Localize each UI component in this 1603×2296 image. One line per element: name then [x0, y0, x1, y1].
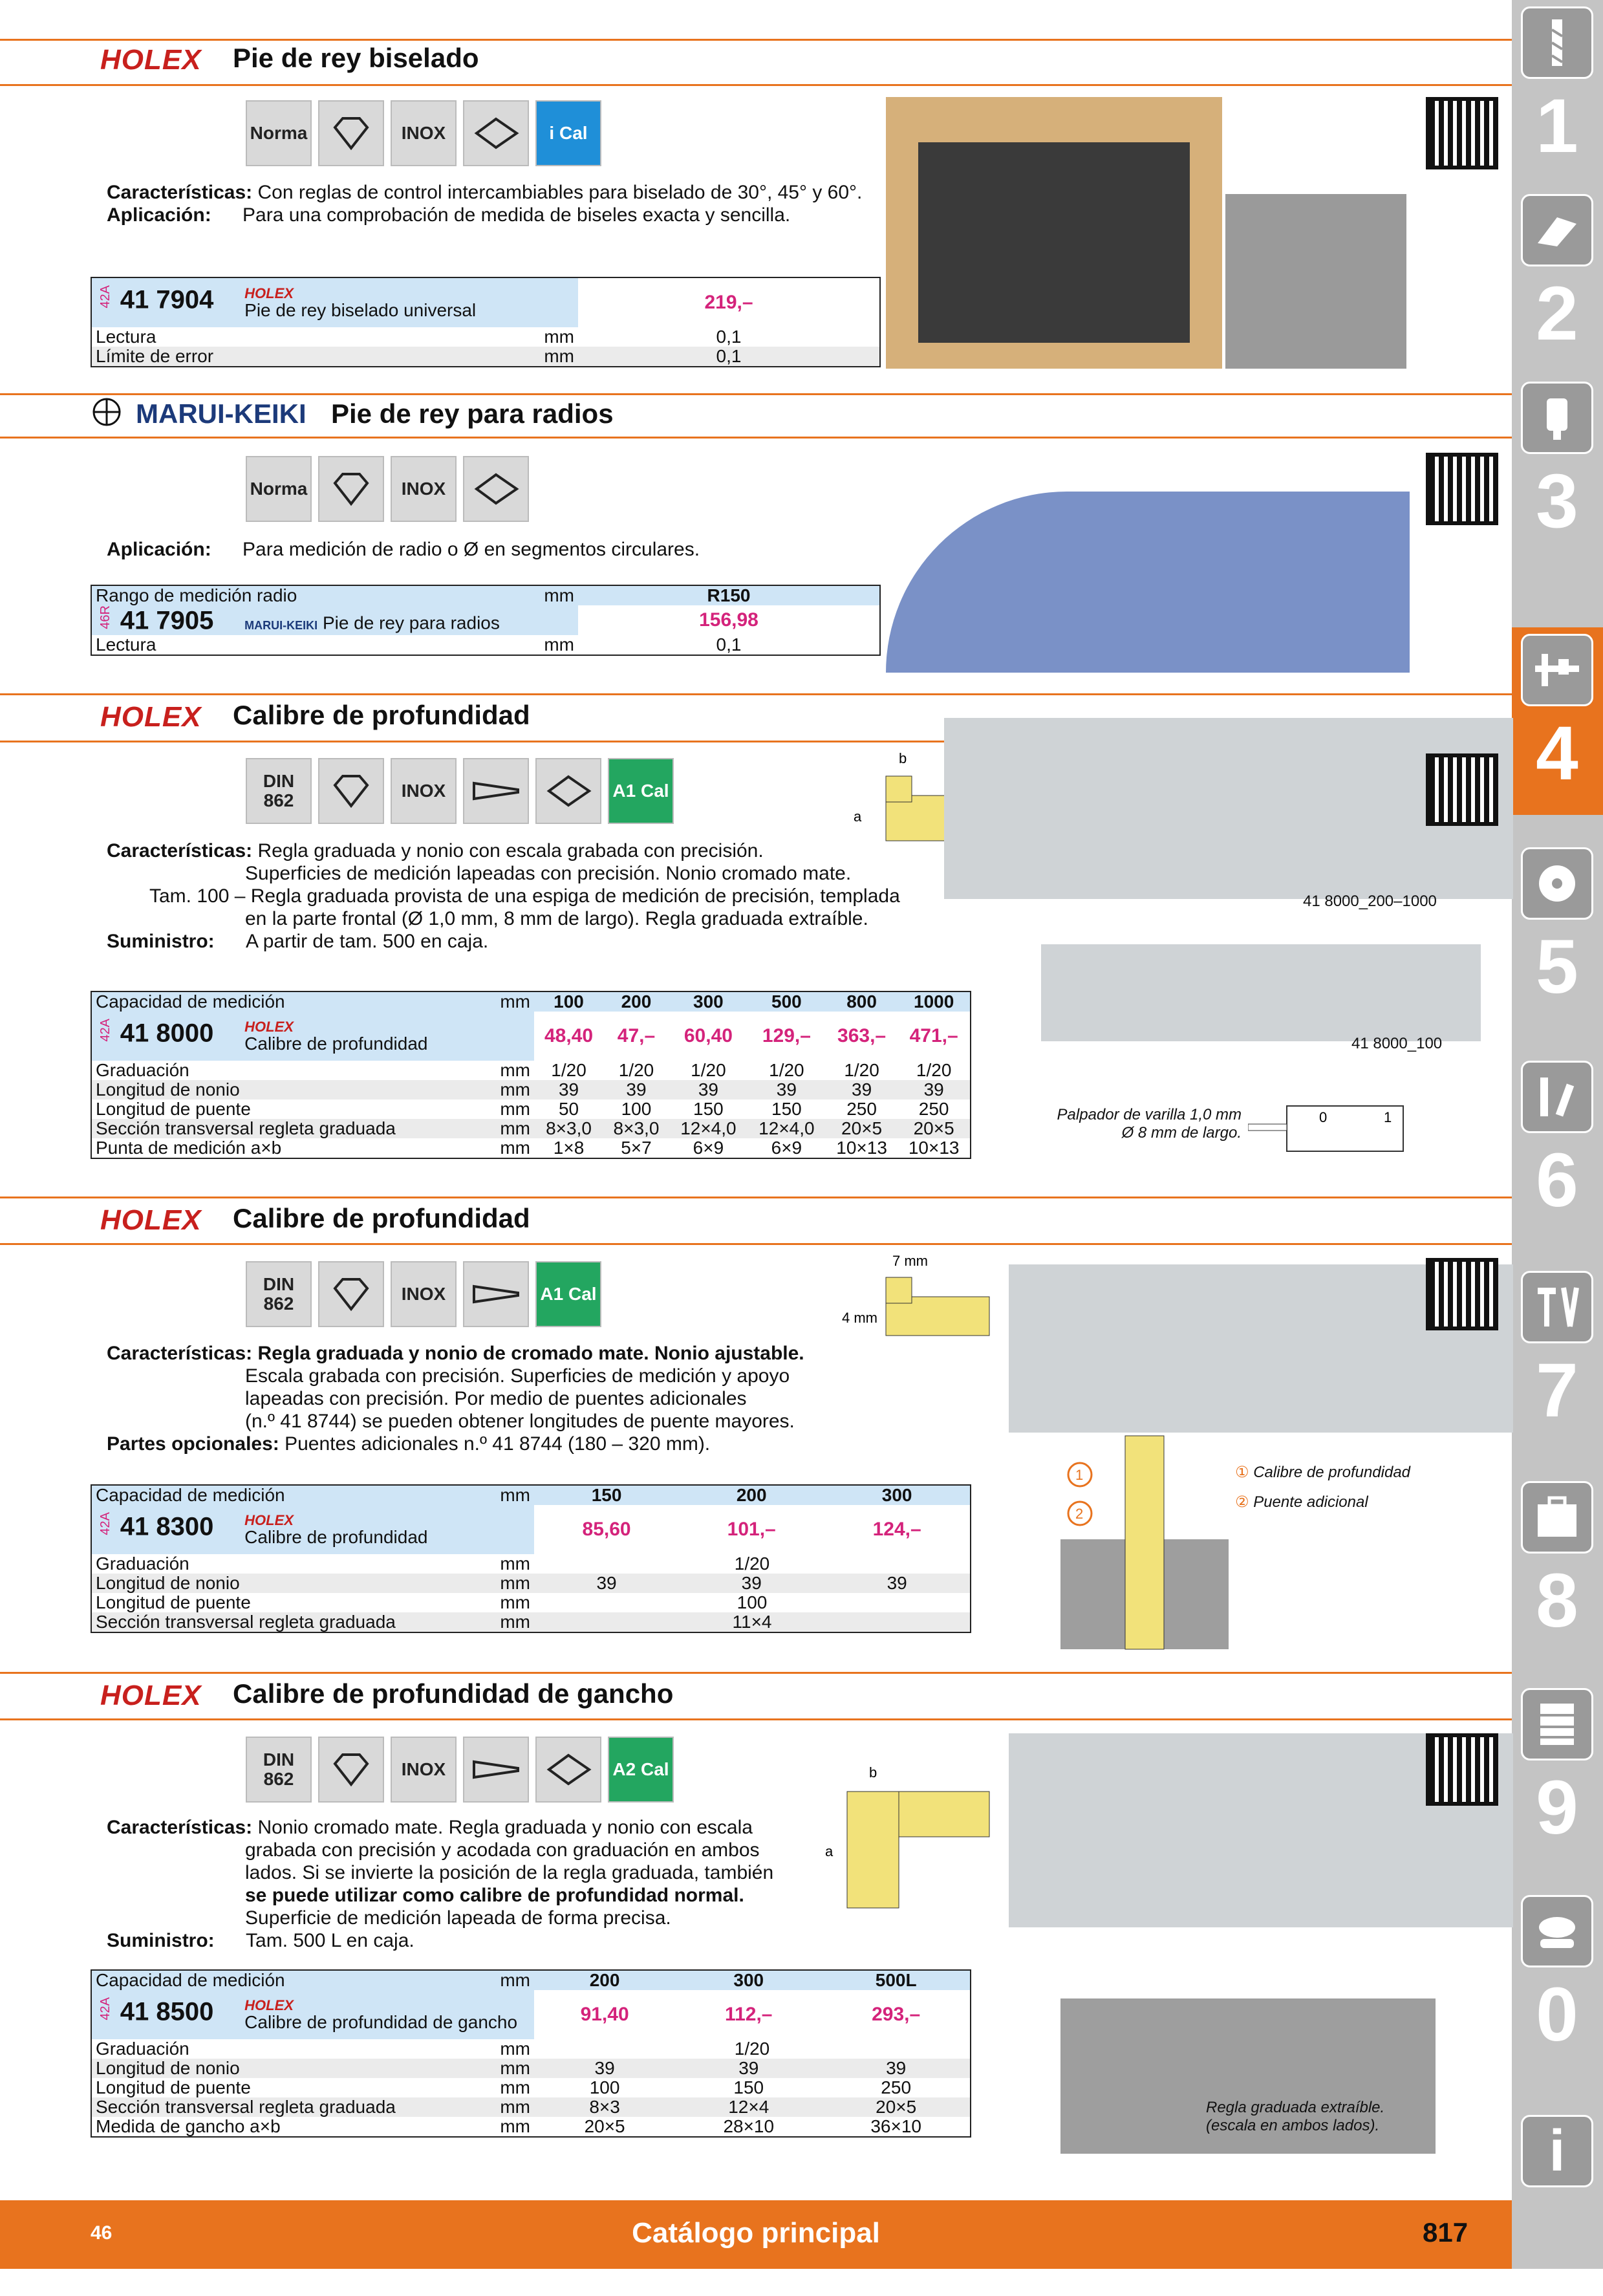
section-divider [0, 84, 1512, 86]
toolcase-icon [1521, 1481, 1593, 1554]
section-divider [0, 1243, 1512, 1245]
din-icon: DIN 862 [246, 758, 312, 824]
brand-logo: HOLEX [100, 1204, 202, 1236]
diamond-icon [318, 1261, 384, 1327]
svg-text:b: b [869, 1764, 877, 1781]
section-divider [0, 1197, 1512, 1198]
svg-text:a: a [854, 808, 862, 825]
footer-page-section: 46 [91, 2222, 113, 2244]
section-divider [0, 1718, 1512, 1720]
product-code[interactable]: 41 7905 [120, 606, 214, 635]
inox-icon: INOX [391, 1261, 457, 1327]
wrench-icon [1521, 1061, 1593, 1133]
inox-icon: INOX [391, 100, 457, 166]
description: Características: Regla graduada y nonio de cromado mate. Nonio ajustable. Escala grabada con precisión. Superficies de medición y apoyo lapeadas con precisión. Por medio de puentes adicionales (n.º 41 8744) se pueden obtener longitudes de puente mayores. Partes opcionales: Puentes adicionales n.º 41 8744 (180 – 320 mm). [107, 1343, 804, 1455]
chapter-tab-7[interactable]: 7 [1521, 1264, 1593, 1452]
qr-code[interactable] [1426, 453, 1498, 525]
product-table: Capacidad de medición mm 200 300 500L 42A 41 8500 HOLEX Calibre de profundidad de gancho 91,40 112,– 293,– Graduación mm 1/20 Longitud de nonio mm 39 39 39 Longitud de puente mm 100 150 250 Sección transversal regleta graduada mm 8×3 12×4 20×5 Medida de gancho a×b mm 20×5 28×10 36×10 [91, 1969, 971, 2138]
diamond-icon [318, 758, 384, 824]
norma-icon: Norma [246, 456, 312, 522]
inox-icon: INOX [391, 456, 457, 522]
legend-item: ① Calibre de profundidad [1235, 1464, 1411, 1481]
product-photo-small [1041, 944, 1481, 1041]
info-icon: i [1521, 2115, 1593, 2187]
section-title: Pie de rey para radios [331, 398, 614, 429]
description: Características: Regla graduada y nonio con escala grabada con precisión. Superficies de medición lapeadas con precisión. Nonio cromado mate. Tam. 100 – Regla graduada provista de una espiga de medición de precisión, templada en la parte frontal (Ø 1,0 mm, 8 mm de largo). Regla graduada extraíble. Suministro: A partir de tam. 500 en caja. [107, 840, 900, 952]
svg-text:2: 2 [1075, 1506, 1084, 1522]
probe-tip-diagram [841, 1251, 1009, 1361]
brand-logo: HOLEX [100, 1680, 202, 1711]
qr-code[interactable] [1426, 1733, 1498, 1806]
inox-icon: INOX [391, 1737, 457, 1803]
image-caption: Palpador de varilla 1,0 mm Ø 8 mm de largo. [1057, 1106, 1242, 1142]
probe-icon [463, 1737, 529, 1803]
hook-diagram [821, 1759, 1002, 1927]
chapter-tab-4[interactable]: 4 [1512, 627, 1603, 815]
product-code[interactable]: 41 8500 [120, 1997, 214, 2026]
legend-item: ② Puente adicional [1235, 1493, 1368, 1511]
page-number: 817 [1423, 2217, 1469, 2247]
chapter-tab-8[interactable]: 8 [1521, 1475, 1593, 1662]
cal-icon: A2 Cal [608, 1737, 674, 1803]
bevel-icon [463, 456, 529, 522]
price: 219,– [704, 292, 753, 313]
svg-text:1: 1 [1384, 1109, 1392, 1125]
description: Características: Nonio cromado mate. Regla graduada y nonio con escala grabada con precisión y acodada con graduación en ambos lados. Si se invierte la posición de la regla graduada, también se puede utilizar como calibre de profundidad normal. Superficie de medición lapeada de forma precisa. Suministro: Tam. 500 L en caja. [107, 1817, 774, 1951]
caliper-icon [1521, 634, 1593, 706]
bridge-diagram [1035, 1423, 1235, 1656]
price: 156,98 [699, 609, 758, 631]
hammer-pliers-icon [1521, 1271, 1593, 1343]
brand-logo: HOLEX [100, 44, 202, 76]
bevel-icon [535, 758, 601, 824]
section-divider [0, 1672, 1512, 1674]
chuck-icon [1521, 382, 1593, 454]
feature-icons [246, 456, 529, 522]
norma-icon: Norma [246, 100, 312, 166]
image-caption: Regla graduada extraíble. (escala en ambos lados). [1206, 2099, 1385, 2134]
product-code[interactable]: 41 7904 [120, 285, 214, 314]
feature-icons [246, 100, 601, 166]
qr-code[interactable] [1426, 97, 1498, 169]
bevel-icon [463, 100, 529, 166]
probe-icon [463, 758, 529, 824]
chapter-tab-0[interactable]: 0 [1521, 1889, 1593, 2076]
product-table: Capacidad de medición mm 150 200 300 42A 41 8300 HOLEX Calibre de profundidad 85,60 101,– 124,– Graduación mm 1/20 Longitud de nonio mm 39 39 39 Longitud de puente mm 100 Sección transversal regleta graduada mm 11×4 [91, 1484, 971, 1633]
qr-code[interactable] [1426, 753, 1498, 826]
feature-icons [246, 758, 674, 824]
diamond-icon [318, 1737, 384, 1803]
cabinet-icon [1521, 1688, 1593, 1760]
din-icon: DIN 862 [246, 1261, 312, 1327]
brand-logo: HOLEX [100, 701, 202, 733]
marui-logo-icon [91, 396, 123, 428]
svg-text:4 mm: 4 mm [842, 1310, 877, 1326]
svg-text:1: 1 [1075, 1467, 1084, 1483]
section-title: Calibre de profundidad [233, 700, 530, 730]
section-title: Calibre de profundidad [233, 1203, 530, 1233]
qr-code[interactable] [1426, 1258, 1498, 1330]
product-photo [886, 492, 1410, 673]
product-photo-detail [1225, 194, 1406, 369]
bevel-icon [535, 1737, 601, 1803]
probe-icon [463, 1261, 529, 1327]
chapter-tab-9[interactable]: 9 [1521, 1682, 1593, 1869]
chapter-tab-1[interactable]: 1 [1521, 0, 1593, 188]
chapter-tab-2[interactable]: 2 [1521, 188, 1593, 375]
chapter-tab-5[interactable]: 5 [1521, 841, 1593, 1028]
product-code[interactable]: 41 8000 [120, 1019, 214, 1048]
product-table: Capacidad de medición mm 100 200 300 500 800 1000 42A 41 8000 HOLEX Calibre de profundidad 48,40 47,– 60,40 129,– 363,– 471,– Graduación mm 1/20 1/20 1/20 1/20 1/20 1/20 Longitud de nonio mm 39 39 39 39 39 39 Longitud de puente mm 50 100 150 150 250 250 Sección transversal regleta graduada mm 8×3,0 8×3,0 12×4,0 12×4,0 20×5 20×5 Punta de medición a×b mm 1×8 5×7 6×9 6×9 10×13 10×13 [91, 991, 971, 1159]
svg-text:7 mm: 7 mm [892, 1253, 928, 1269]
din-icon: DIN 862 [246, 1737, 312, 1803]
footer-bar [0, 2200, 1512, 2269]
cal-icon: A1 Cal [535, 1261, 601, 1327]
product-table: Rango de medición radio mm R150 46R 41 7905 MARUI-KEIKI Pie de rey para radios 156,98 Lectura mm 0,1 [91, 585, 881, 656]
chapter-tab-info[interactable] [1521, 2108, 1593, 2296]
inox-icon: INOX [391, 758, 457, 824]
saw-icon [1521, 847, 1593, 920]
diamond-icon [318, 100, 384, 166]
product-table: 42A 41 7904 HOLEX Pie de rey biselado universal 219,– Lectura mm 0,1 Límite de error mm 0,1 [91, 277, 881, 367]
description: Aplicación: Para medición de radio o Ø en segmentos circulares. [107, 539, 700, 560]
product-photo-case [886, 97, 1222, 369]
chapter-sidebar [1512, 0, 1603, 2269]
description: Características: Con reglas de control intercambiables para biselado de 30°, 45° y 60°. Aplicación: Para una comprobación de medida de biseles exacta y sencilla. [107, 182, 863, 226]
brand-logo: MARUI-KEIKI [136, 398, 307, 429]
section-title: Calibre de profundidad de gancho [233, 1678, 674, 1709]
insert-icon [1521, 194, 1593, 266]
section-divider [0, 39, 1512, 41]
image-caption: 41 8000_100 [1351, 1035, 1443, 1052]
safety-gear-icon [1521, 1895, 1593, 1967]
section-title: Pie de rey biselado [233, 43, 479, 73]
feature-icons [246, 1737, 674, 1803]
svg-text:0: 0 [1319, 1109, 1328, 1125]
section-divider [0, 393, 1512, 395]
svg-text:a: a [825, 1843, 834, 1859]
cal-icon: i Cal [535, 100, 601, 166]
scale-diagram [1248, 1093, 1416, 1158]
chapter-tab-3[interactable]: 3 [1521, 375, 1593, 563]
footer-title: Catálogo principal [632, 2217, 880, 2249]
section-divider [0, 437, 1512, 439]
image-caption: 41 8000_200–1000 [1303, 893, 1437, 910]
section-divider [0, 693, 1512, 695]
drill-icon [1521, 6, 1593, 79]
chapter-tab-6[interactable]: 6 [1521, 1054, 1593, 1242]
svg-text:b: b [899, 750, 907, 766]
product-code[interactable]: 41 8300 [120, 1512, 214, 1541]
feature-icons [246, 1261, 601, 1327]
diamond-icon [318, 456, 384, 522]
cal-icon: A1 Cal [608, 758, 674, 824]
